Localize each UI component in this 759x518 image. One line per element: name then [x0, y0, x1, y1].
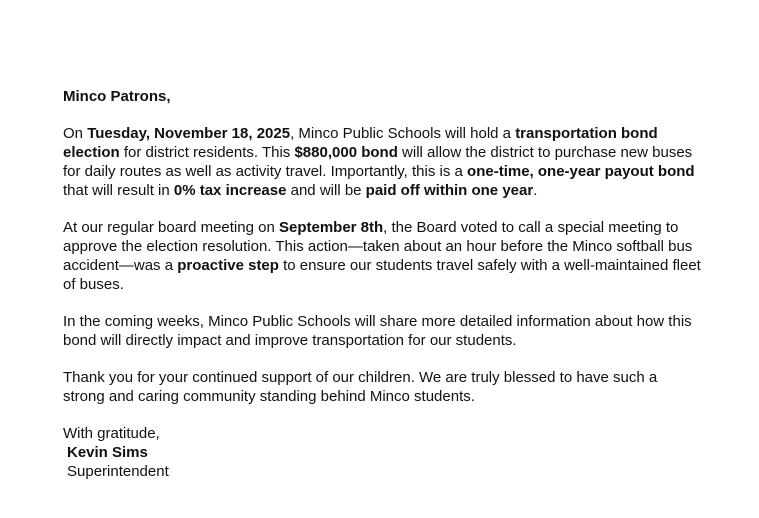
letter-body	[63, 87, 701, 481]
text: At our regular board meeting on	[63, 219, 279, 236]
bold-text: September 8th	[278, 219, 384, 236]
text: On	[63, 125, 88, 142]
paragraph	[63, 368, 701, 406]
paragraph	[63, 124, 701, 200]
text-line	[63, 237, 701, 256]
text-line	[63, 312, 701, 331]
bold-text: one-time, one-year payout bond	[467, 163, 695, 180]
bold-text: Tuesday, November 18, 2025	[87, 125, 291, 142]
text-line	[63, 368, 701, 387]
signer-title: Superintendent	[67, 463, 169, 480]
bold-text: $880,000 bond	[294, 144, 398, 161]
signature-block	[63, 424, 701, 481]
text: will allow the district to purchase new buses	[397, 144, 693, 161]
bold-text: Minco Patrons,	[63, 88, 171, 105]
text: for district residents. This	[119, 144, 295, 161]
text: Thank you for your continued support of our children. We are truly blessed to have such a	[63, 369, 658, 386]
text: , the Board voted to call a special meeting to	[383, 219, 679, 236]
paragraph	[63, 312, 701, 350]
text: , Minco Public Schools will hold a	[290, 125, 516, 142]
text: and will be	[286, 182, 366, 199]
text: to ensure our students travel safely with a well-maintained fleet	[278, 257, 701, 274]
text: .	[533, 182, 538, 199]
text-line	[63, 124, 701, 143]
text: that will result in	[63, 182, 174, 199]
text-line	[63, 256, 701, 275]
text: accident—was a	[63, 257, 178, 274]
paragraph	[63, 218, 701, 294]
text-line	[63, 87, 701, 106]
bold-text: transportation bond	[515, 125, 658, 142]
bold-text: paid off within one year	[365, 182, 534, 199]
text-line	[63, 331, 701, 350]
text: strong and caring community standing behind Minco students.	[63, 388, 475, 405]
closing: With gratitude,	[63, 425, 160, 442]
text: for daily routes as well as activity travel. Importantly, this is a	[63, 163, 468, 180]
text-line	[63, 143, 701, 162]
text: In the coming weeks, Minco Public Schools will share more detailed information about how this	[63, 313, 692, 330]
text: of buses.	[63, 276, 124, 293]
text: approve the election resolution. This action—taken about an hour before the Minco softball bus	[63, 238, 693, 255]
text: bond will directly impact and improve transportation for our students.	[63, 332, 517, 349]
bold-text: election	[63, 144, 120, 161]
text-line	[63, 162, 701, 181]
signer-name: Kevin Sims	[67, 444, 148, 461]
text-line	[63, 387, 701, 406]
text-line	[63, 275, 701, 294]
bold-text: proactive step	[177, 257, 279, 274]
text-line	[63, 181, 701, 200]
text-line	[63, 218, 701, 237]
bold-text: 0% tax increase	[173, 182, 287, 199]
salutation	[63, 87, 701, 106]
